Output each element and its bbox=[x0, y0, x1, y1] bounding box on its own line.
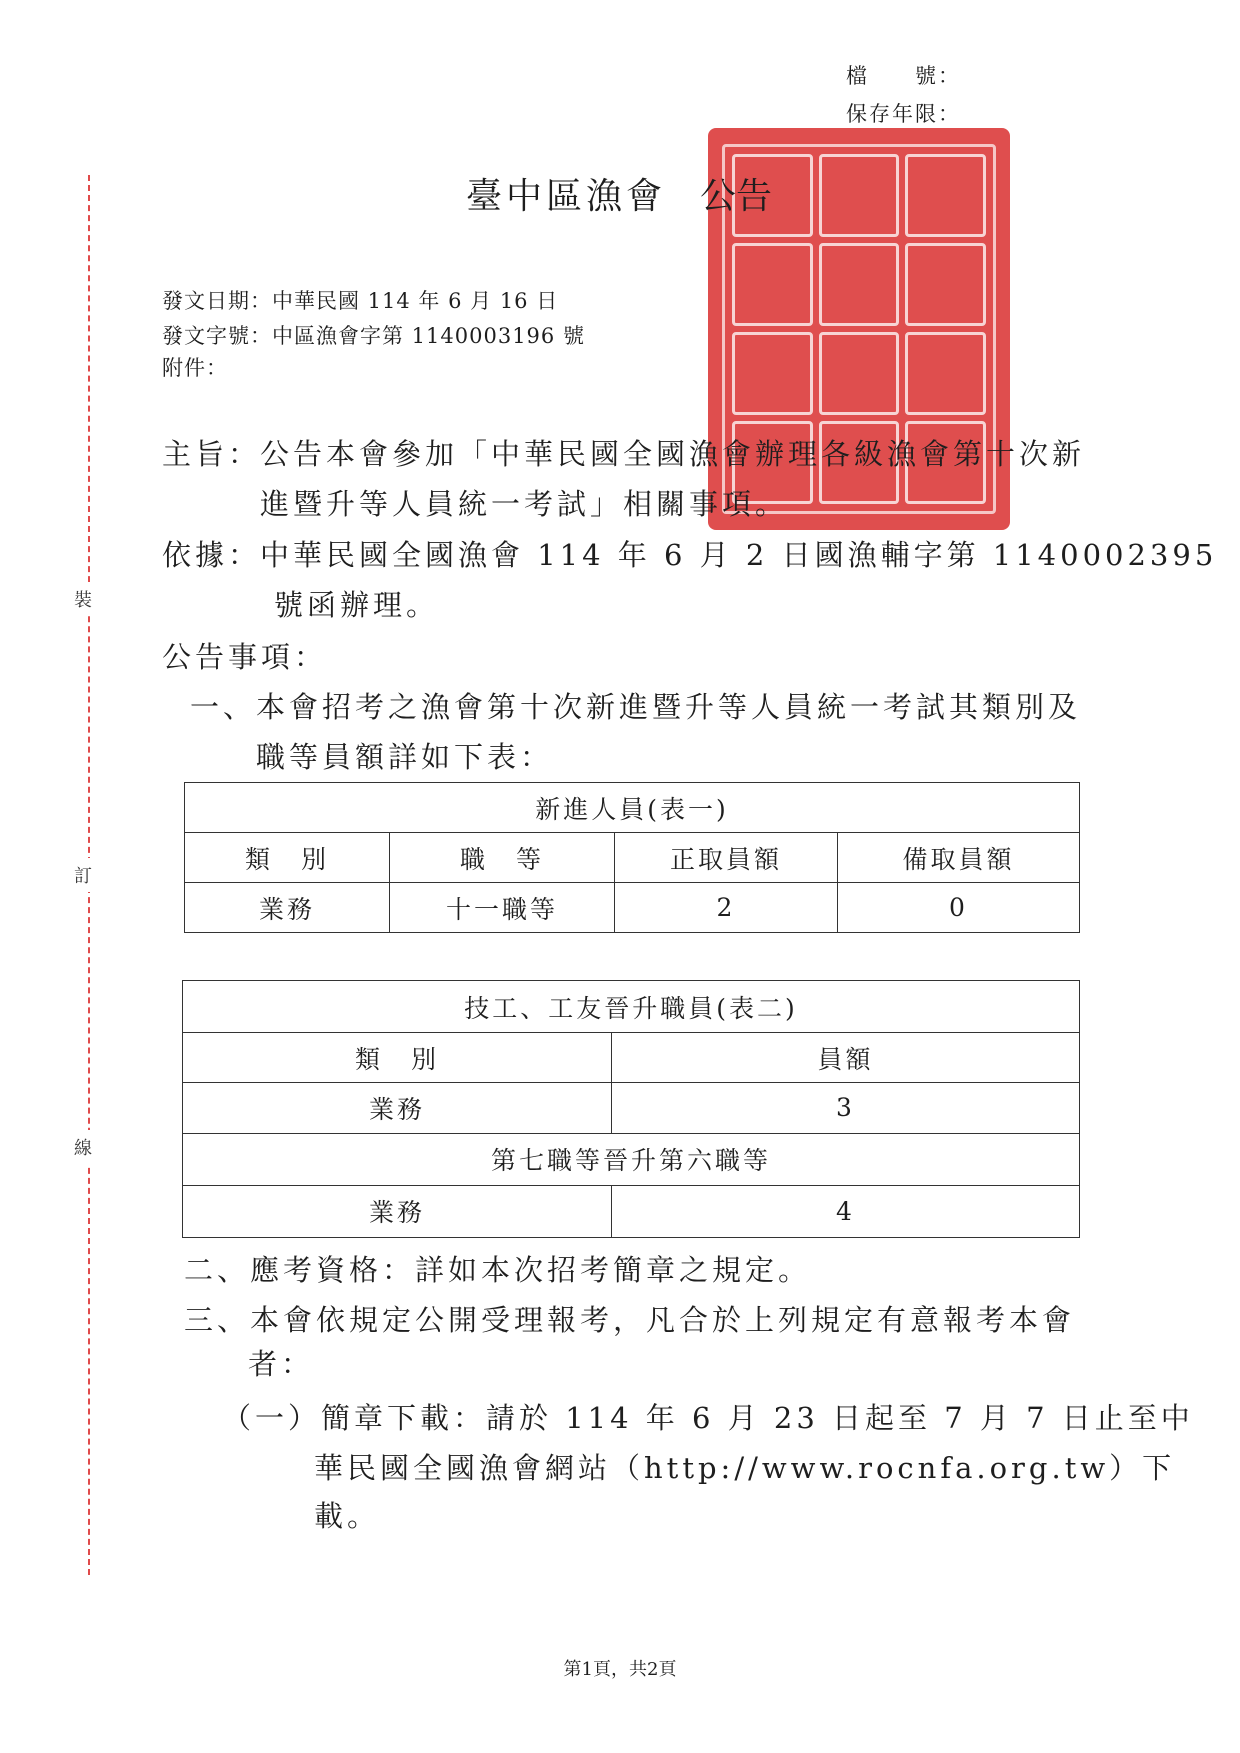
basis-line-1: 中華民國全國漁會 114 年 6 月 2 日國漁輔字第 1140002395 bbox=[260, 538, 1218, 572]
binding-char-bind: 裝 bbox=[74, 582, 92, 616]
table1-header-regular-quota: 正取員額 bbox=[615, 833, 838, 883]
table2-header-category: 類 別 bbox=[183, 1033, 612, 1083]
table1-header-reserve-quota: 備取員額 bbox=[838, 833, 1080, 883]
binding-char-line: 線 bbox=[74, 1130, 92, 1164]
sub-item-1-line-2: 華民國全國漁會網站（http://www.rocnfa.org.tw）下 bbox=[314, 1451, 1176, 1485]
notice-item-3-line-2: 者： bbox=[248, 1347, 315, 1381]
notice-heading: 公告事項： bbox=[162, 640, 328, 674]
table1-header-category: 類 別 bbox=[185, 833, 390, 883]
sub-item-1-line-3: 載。 bbox=[314, 1499, 381, 1533]
notice-item-1-line-2: 職等員額詳如下表： bbox=[256, 740, 554, 774]
table1-cell-regular-quota: 2 bbox=[615, 883, 838, 933]
subject-line-2: 進暨升等人員統一考試」相關事項。 bbox=[260, 487, 789, 521]
retention-period-label: 保存年限： bbox=[846, 102, 961, 126]
file-number-label: 檔 號： bbox=[846, 64, 961, 88]
table-new-recruits bbox=[184, 782, 1080, 933]
basis-label: 依據： bbox=[162, 538, 262, 572]
table2-row2-quota: 4 bbox=[612, 1185, 1080, 1237]
notice-item-1-line-1: 一、本會招考之漁會第十次新進暨升等人員統一考試其類別及 bbox=[190, 690, 1082, 724]
document-title-org: 臺中區漁會 bbox=[466, 176, 667, 217]
table-promotions bbox=[182, 980, 1080, 1238]
sub-item-1-line-1: （一）簡章下載：請於 114 年 6 月 23 日起至 7 月 7 日止至中 bbox=[222, 1401, 1194, 1435]
table2-row1-quota: 3 bbox=[612, 1083, 1080, 1133]
table2-header-quota: 員額 bbox=[612, 1033, 1080, 1083]
attachment-label: 附件： bbox=[162, 356, 228, 380]
table1-cell-reserve-quota: 0 bbox=[838, 883, 1080, 933]
table2-subtitle: 第七職等晉升第六職等 bbox=[183, 1133, 1080, 1185]
basis-line-2: 號函辦理。 bbox=[274, 588, 440, 622]
issue-date: 發文日期：中華民國 114 年 6 月 16 日 bbox=[162, 289, 559, 313]
table2-title: 技工、工友晉升職員(表二) bbox=[183, 981, 1080, 1033]
subject-label: 主旨： bbox=[162, 437, 262, 471]
page-number: 第1頁，共2頁 bbox=[563, 1659, 677, 1680]
subject-line-1: 公告本會參加「中華民國全國漁會辦理各級漁會第十次新 bbox=[260, 437, 1086, 471]
document-type: 公告 bbox=[700, 176, 773, 217]
table2-row1-category: 業務 bbox=[183, 1083, 612, 1133]
notice-item-3-line-1: 三、本會依規定公開受理報考，凡合於上列規定有意報考本會 bbox=[184, 1303, 1076, 1337]
table1-cell-grade: 十一職等 bbox=[390, 883, 615, 933]
notice-item-2: 二、應考資格：詳如本次招考簡章之規定。 bbox=[184, 1253, 812, 1287]
reference-number: 發文字號：中區漁會字第 1140003196 號 bbox=[162, 324, 585, 348]
table1-header-grade: 職 等 bbox=[390, 833, 615, 883]
binding-char-staple: 訂 bbox=[74, 858, 92, 892]
table2-row2-category: 業務 bbox=[183, 1185, 612, 1237]
table1-title: 新進人員(表一) bbox=[185, 783, 1080, 833]
table1-cell-category: 業務 bbox=[185, 883, 390, 933]
